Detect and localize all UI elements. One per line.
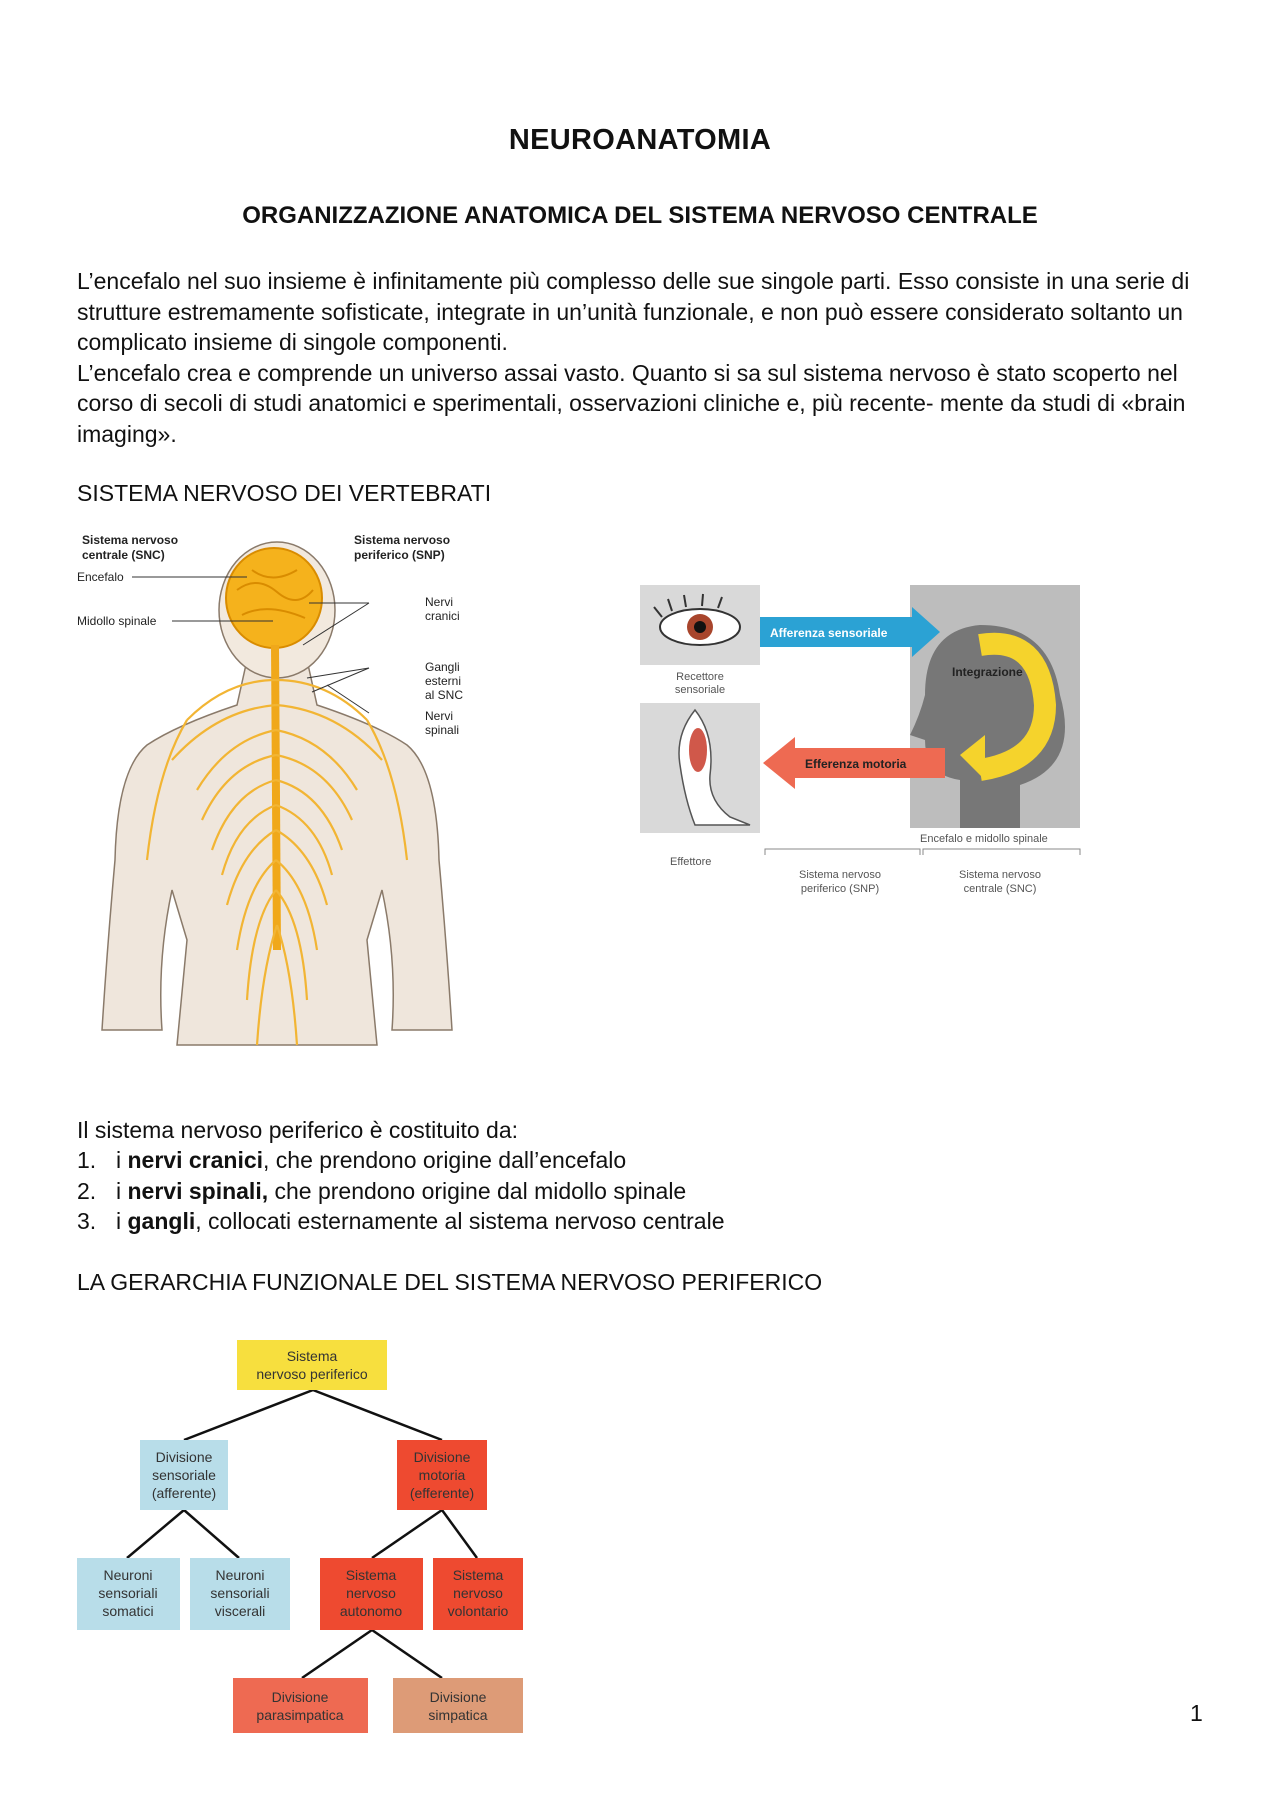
label-gangli-3: al SNC: [425, 688, 464, 702]
label-nervi-spinali-2: spinali: [425, 723, 460, 737]
afferent-efferent-figure: [640, 585, 1090, 905]
para-label-1: Divisione: [271, 1689, 329, 1705]
label-snp-b: periferico (SNP): [800, 883, 880, 895]
pns-hierarchy-diagram: [77, 1340, 527, 1760]
label-recettore-2: sensoriale: [674, 684, 726, 696]
label-encefalo-midollo: Encefalo e midollo spinale: [920, 833, 1048, 845]
page-title: NEUROANATOMIA: [508, 124, 772, 156]
intro-paragraph-1: L’encefalo nel suo insieme è infinitamente più complesso delle sue singole parti. Esso consiste in una serie di strutture estremamente sofisticate, integrate in un’unità funzionale, e non può essere considerato soltanto un complicato insieme di singole componenti.: [77, 268, 1190, 355]
list-number: 1.: [77, 1147, 97, 1173]
label-afferenza: Afferenza sensoriale: [770, 626, 888, 640]
list-rest: che prendono origine dal midollo spinale: [268, 1177, 687, 1204]
list-item: [77, 1145, 725, 1176]
list-prefix: i: [116, 1177, 128, 1204]
label-snc-a: Sistema nervoso: [959, 869, 1041, 881]
somatic-label-1: Neuroni: [103, 1567, 153, 1583]
label-encefalo: Encefalo: [77, 570, 124, 584]
root-label-2: nervoso periferico: [256, 1366, 368, 1382]
brain-shape: [226, 548, 322, 648]
pns-list: [77, 1145, 725, 1237]
label-gangli-2: esterni: [425, 674, 462, 688]
hierarchy-connectors: [127, 1390, 477, 1678]
node-sympathetic: [393, 1678, 523, 1733]
list-bold: gangli: [127, 1208, 196, 1234]
list-item: [77, 1176, 725, 1207]
label-snc-b: centrale (SNC): [963, 883, 1037, 895]
vol-label-3: volontario: [447, 1603, 509, 1619]
sens-label-1: Divisione: [155, 1449, 213, 1465]
mot-label-2: motoria: [418, 1467, 466, 1483]
list-bold: nervi spinali,: [127, 1177, 269, 1204]
mot-label-3: (efferente): [409, 1485, 475, 1501]
label-nervi-spinali-1: Nervi: [425, 709, 454, 723]
list-bold: nervi cranici: [127, 1147, 264, 1173]
label-snp-a: Sistema nervoso: [799, 869, 881, 881]
auto-label-3: autonomo: [339, 1603, 403, 1619]
auto-label-1: Sistema: [345, 1567, 397, 1583]
intro-paragraph-2: L’encefalo crea e comprende un universo assai vasto. Quanto si sa sul sistema nervoso è stato scoperto nel corso di secoli di studi anatomici e sperimentali, osservazioni cliniche e, più recente- mente da studi di «brain imaging».: [77, 359, 1186, 447]
label-gangli-1: Gangli: [425, 660, 460, 674]
label-snc-2: centrale (SNC): [82, 548, 165, 562]
pns-intro: Il sistema nervoso periferico è costituito da:: [77, 1117, 519, 1143]
list-rest: , collocati esternamente al sistema nervoso centrale: [195, 1208, 725, 1234]
visceral-label-3: viscerali: [214, 1603, 266, 1619]
section-heading-gerarchia: LA GERARCHIA FUNZIONALE DEL SISTEMA NERVOSO PERIFERICO: [77, 1269, 823, 1295]
label-effettore: Effettore: [670, 856, 712, 868]
root-label-1: Sistema: [286, 1348, 338, 1364]
simp-label-2: simpatica: [428, 1707, 488, 1723]
auto-label-2: nervoso: [346, 1585, 396, 1601]
list-item: [77, 1206, 725, 1237]
page-subtitle: ORGANIZZAZIONE ANATOMICA DEL SISTEMA NERVOSO CENTRALE: [242, 202, 1038, 229]
para-label-2: parasimpatica: [256, 1707, 344, 1723]
sens-label-3: (afferente): [151, 1485, 217, 1501]
somatic-label-2: sensoriali: [98, 1585, 158, 1601]
sens-label-2: sensoriale: [152, 1467, 216, 1483]
list-rest: , che prendono origine dall’encefalo: [263, 1147, 627, 1173]
label-midollo: Midollo spinale: [77, 614, 157, 628]
mot-label-1: Divisione: [413, 1449, 471, 1465]
node-parasympathetic: [233, 1678, 368, 1733]
label-snc-1: Sistema nervoso: [82, 533, 179, 547]
label-efferenza: Efferenza motoria: [805, 757, 907, 771]
label-nervi-cranici-1: Nervi: [425, 595, 454, 609]
section-heading-vertebrati: SISTEMA NERVOSO DEI VERTEBRATI: [77, 480, 492, 506]
label-recettore-1: Recettore: [676, 671, 724, 683]
spinal-cord: [275, 645, 277, 950]
intro-text: [77, 266, 1217, 449]
visceral-label-2: sensoriali: [210, 1585, 270, 1601]
somatic-label-3: somatici: [102, 1603, 154, 1619]
vol-label-1: Sistema: [452, 1567, 504, 1583]
list-number: 3.: [77, 1208, 97, 1234]
list-number: 2.: [77, 1177, 97, 1204]
simp-label-1: Divisione: [429, 1689, 487, 1705]
label-nervi-cranici-2: cranici: [425, 609, 460, 623]
visceral-label-1: Neuroni: [215, 1567, 265, 1583]
label-integrazione: Integrazione: [952, 665, 1023, 679]
list-prefix: i: [116, 1147, 128, 1173]
label-snp-2: periferico (SNP): [354, 548, 445, 562]
label-snp-1: Sistema nervoso: [354, 533, 451, 547]
list-prefix: i: [116, 1208, 128, 1234]
vol-label-2: nervoso: [453, 1585, 503, 1601]
page-number: 1: [1190, 1700, 1203, 1726]
nervous-system-figure: [77, 530, 477, 1050]
